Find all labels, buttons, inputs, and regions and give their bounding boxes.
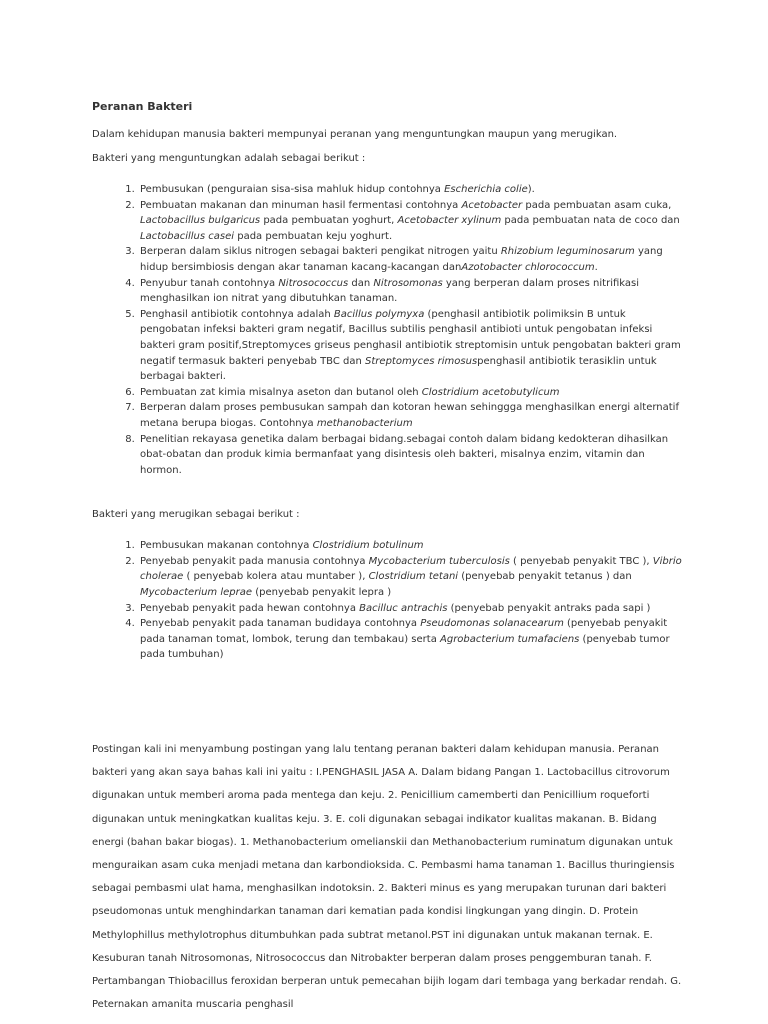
list-item-text: Pembuatan makanan dan minuman hasil fermentasi contohnya — [140, 199, 462, 211]
species-name: Streptomyces rimosus — [365, 355, 478, 367]
list-item — [138, 538, 682, 554]
list-item — [138, 616, 682, 663]
species-name: Clostridium botulinum — [312, 540, 424, 552]
list-item-text: (penyebab penyakit lepra ) — [252, 587, 392, 599]
list-item-text: Penelitian rekayasa genetika dalam berbagai bidang.sebagai contoh dalam bidang kedokteran dihasilkan obat-obatan dan produk kimia bermanfaat yang disintesis oleh bakteri, misalnya enzim, vitamin dan hormon. — [140, 433, 669, 476]
list-item — [138, 182, 682, 198]
species-name: Rhizobium leguminosarum — [500, 246, 635, 258]
list-item-text: Penyubur tanah contohnya — [140, 277, 279, 289]
closing-paragraph: Postingan kali ini menyambung postingan yang lalu tentang peranan bakteri dalam kehidupan manusia. Peranan bakteri yang akan saya bahas kali ini yaitu : I.PENGHASIL JASA A. Dalam bidang Pangan 1. Lactobacillus citrovorum digunakan untuk memberi aroma pada mentega dan keju. 2. Penicillium camemberti dan Penicillium roqueforti digunakan untuk meningkatkan kualitas keju. 3. E. coli digunakan sebagai indikator kualitas makanan. B. Bidang energi (bahan bakar biogas). 1. Methanobacterium omelianskii dan Methanobacterium ruminatum digunakan untuk menguraikan asam cuka menjadi metana dan karbondioksida. C. Pembasmi hama tanaman 1. Bacillus thuringiensis sebagai pembasmi ulat hama, menghasilkan indotoksin. 2. Bakteri minus es yang merupakan turunan dari bakteri pseudomonas untuk menghindarkan tanaman dari kematian pada kondisi lingkungan yang dingin. D. Protein Methylophillus methylotrophus ditumbuhkan pada subtrat metanol.PST ini digunakan untuk makanan ternak. E. Kesuburan tanah Nitrosomonas, Nitrosococcus dan Nitrobakter berperan dalam proses penggemburan tanah. F. Pertambangan Thiobacillus feroxidan berperan untuk pemecahan bijih logam dari tembaga yang berkadar rendah. G. Peternakan amanita muscaria penghasil — [92, 744, 682, 1011]
species-name: Acetobacter xylinum — [397, 215, 502, 227]
list-item-text: pada pembuatan asam cuka, — [522, 199, 672, 211]
list-item-text: . — [594, 261, 598, 273]
list-item-text: yang berperan dalam proses nitrifikasi menghasilkan ion nitrat yang dibutuhkan tanaman. — [140, 277, 640, 305]
bad-bacteria-heading: Bakteri yang merugikan sebagai berikut : — [92, 509, 300, 521]
list-item-text: Pembusukan makanan contohnya — [140, 540, 313, 552]
list-item — [138, 554, 682, 601]
species-name: Lactobacillus bulgaricus — [140, 215, 261, 227]
list-item — [138, 432, 682, 479]
page-title: Peranan Bakteri — [92, 100, 193, 113]
list-item — [138, 385, 682, 401]
species-name: Escherichia colie — [444, 184, 528, 195]
list-item-text: Berperan dalam proses pembusukan sampah dan kotoran hewan sehinggga menghasilkan energi alternatif metana berupa biogas. Contohnya — [140, 402, 679, 429]
species-name: Mycobacterium leprae — [140, 587, 253, 599]
list-item-text: Berperan dalam siklus nitrogen sebagai bakteri pengikat nitrogen yaitu — [140, 246, 501, 258]
list-item-text: Pembuatan zat kimia misalnya aseton dan butanol oleh — [140, 386, 422, 398]
species-name: Bacillus polymyxa — [333, 308, 425, 320]
list-item-text: Penyebab penyakit pada tanaman budidaya contohnya — [140, 618, 421, 630]
list-item-text: ( penyebab kolera atau muntaber ), — [183, 571, 369, 583]
list-item-text: ). — [527, 184, 535, 195]
list-item-text: pada pembuatan nata de coco dan — [501, 215, 680, 227]
good-bacteria-list — [92, 182, 682, 478]
list-item — [138, 601, 682, 617]
species-name: Bacilluc antrachis — [359, 602, 448, 614]
species-name: Pseudomonas solanacearum — [420, 618, 564, 630]
list-item-text: Pembusukan (penguraian sisa-sisa mahluk hidup contohnya — [140, 184, 445, 195]
list-item-text: (penyebab penyakit antraks pada sapi ) — [447, 602, 651, 614]
list-item-text: (penyebab tumor pada tumbuhan) — [140, 633, 670, 661]
list-item — [138, 400, 682, 431]
document-body — [92, 100, 682, 663]
list-item-text: pada pembuatan yoghurt, — [260, 215, 398, 227]
species-name: Clostridium tetani — [368, 571, 459, 583]
list-item — [138, 276, 682, 307]
species-name: Azotobacter chlorococcum — [461, 261, 595, 273]
list-item-text: (penyebab penyakit pada tanaman tomat, lombok, terung dan tembakau) serta — [140, 618, 668, 645]
intro-paragraph: Dalam kehidupan manusia bakteri mempunyai peranan yang menguntungkan maupun yang merugikan. — [92, 129, 618, 140]
species-name: Vibrio cholerae — [140, 555, 682, 583]
list-item-text: pada pembuatan keju yoghurt. — [234, 230, 393, 242]
list-item — [138, 244, 682, 275]
bad-bacteria-list — [92, 538, 682, 663]
list-item — [138, 198, 682, 245]
list-item-text: dan — [348, 277, 374, 289]
species-name: methanobacterium — [316, 417, 413, 429]
list-item-text: penghasil antibiotik terasiklin untuk berbagai bakteri. — [140, 355, 657, 383]
list-item-text: Penyebab penyakit pada hewan contohnya — [140, 602, 360, 614]
list-item — [138, 307, 682, 385]
species-name: Lactobacillus casei — [140, 230, 235, 242]
list-item-text: yang hidup bersimbiosis dengan akar tanaman kacang-kacangan dan — [140, 246, 663, 273]
list-item-text: ( penyebab penyakit TBC ), — [509, 555, 653, 567]
list-item-text: (penyebab penyakit tetanus ) dan — [458, 571, 632, 583]
species-name: Mycobacterium tuberculosis — [368, 555, 510, 567]
species-name: Nitrosomonas — [373, 277, 443, 289]
species-name: Clostridium acetobutylicum — [421, 386, 560, 398]
list-item-text: Penghasil antibiotik contohnya adalah — [140, 308, 334, 320]
good-bacteria-heading: Bakteri yang menguntungkan adalah sebagai berikut : — [92, 153, 366, 164]
list-item-text: (penghasil antibiotik polimiksin B untuk pengobatan infeksi bakteri gram negatif, Bacillus subtilis penghasil antibioti untuk pengobatan infeksi bakteri gram positif,Streptomyces griseus penghasil antibiotik streptomisin untuk pengobatan bakteri gram negatif termasuk bakteri penyebab TBC dan — [140, 308, 681, 367]
species-name: Nitrosococcus — [278, 277, 349, 289]
list-item-text: Penyebab penyakit pada manusia contohnya — [140, 555, 369, 567]
species-name: Agrobacterium tumafaciens — [440, 633, 580, 645]
species-name: Acetobacter — [461, 199, 523, 211]
